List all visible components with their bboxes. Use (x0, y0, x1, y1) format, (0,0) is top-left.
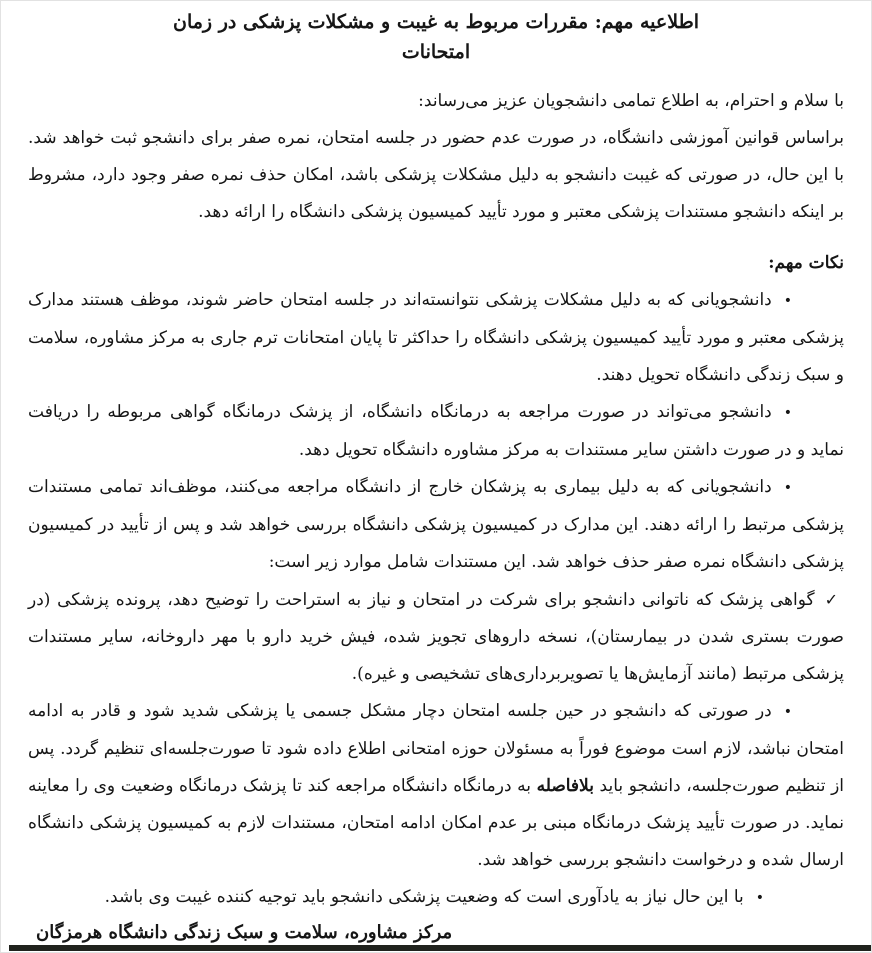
bullet-item-medical-docs-deadline (28, 282, 844, 394)
sub-bullet-text: با این حال نیاز به یادآوری است که وضعیت پزشکی دانشجو باید توجیه کننده غیبت وی باشد. (104, 887, 744, 907)
footer-center-name: مرکز مشاوره، سلامت و سبک زندگی دانشگاه هرمزگان (36, 922, 453, 943)
bottom-bar (9, 945, 871, 951)
bullet-text-bold-word: بلافاصله (536, 776, 594, 796)
bullet-icon: • (783, 293, 792, 309)
document-title (28, 7, 844, 67)
bullet-text: دانشجویانی که به دلیل مشکلات پزشکی نتوانسته‌اند در جلسه امتحان حاضر شوند، موظف هستند مدارک پزشکی معتبر و مورد تأیید کمیسیون پزشکی دانشگاه را حداکثر تا پایان امتحانات ترم جاری به مرکز مشاوره، سلامت و سبک زندگی دانشگاه تحویل دهند. (28, 290, 844, 385)
title-line-1: اطلاعیه مهم: مقررات مربوط به غیبت و مشکلات پزشکی در زمان (173, 11, 699, 33)
title-line-2: امتحانات (401, 41, 471, 63)
bullet-text: دانشجو می‌تواند در صورت مراجعه به درمانگاه دانشگاه، از پزشک درمانگاه گواهی مربوطه را دریافت نماید و در صورت داشتن سایر مستندات به مرکز مشاوره دانشگاه تحویل دهد. (28, 402, 844, 460)
bullet-icon: • (783, 480, 792, 496)
document-content (1, 1, 871, 917)
check-item-required-documents (28, 581, 844, 693)
bullet-icon: • (755, 890, 764, 906)
bullet-icon: • (783, 704, 792, 720)
bullet-item-during-exam-emergency (28, 693, 844, 879)
intro-paragraph: براساس قوانین آموزشی دانشگاه، در صورت عدم حضور در جلسه امتحان، نمره صفر برای دانشجو ثبت خواهد شد. با این حال، در صورتی که غیبت دانشجو به دلیل مشکلات پزشکی باشد، امکان حذف نمره صفر وجود دارد، مشروط بر اینکه دانشجو مستندات پزشکی معتبر و مورد تأیید کمیسیون پزشکی دانشگاه را ارائه دهد. (28, 128, 844, 222)
sub-bullet-item-justification-note (28, 879, 844, 917)
check-item-text: گواهی پزشک که ناتوانی دانشجو برای شرکت در امتحان و نیاز به استراحت را توضیح دهد، پرونده پزشکی (در صورت بستری شدن در بیمارستان)، نسخه داروهای تجویز شده، فیش خرید دارو با مهر داروخانه، سایر مستندات پزشکی مرتبط (مانند آزمایش‌ها یا تصویربرداری‌های تشخیصی و غیره). (28, 590, 844, 684)
bullet-text-before: در صورتی که دانشجو در حین جلسه امتحان دچار مشکل جسمی یا پزشکی شدید شود و قادر به ادامه امتحان نباشد، لازم است موضوع فوراً به مسئولان حوزه امتحانی اطلاع داده شود تا صورت‌جلسه‌ای تنظیم گردد. پس از تنظیم صورت‌جلسه، دانشجو باید (28, 701, 844, 796)
notes-heading: نکات مهم: (768, 253, 844, 273)
bullet-item-clinic-certificate (28, 394, 844, 469)
bullet-item-external-physicians (28, 469, 844, 581)
bullet-text-after: به درمانگاه دانشگاه مراجعه کند تا پزشک درمانگاه وضعیت وی را معاینه نماید. در صورت تأیید پزشک درمانگاه مبنی بر عدم امکان ادامه امتحان، مستندات لازم به کمیسیون پزشکی دانشگاه ارسال شده و درخواست دانشجو بررسی خواهد شد. (28, 776, 844, 870)
checkmark-icon: ✓ (824, 590, 838, 609)
intro-salutation: با سلام و احترام، به اطلاع تمامی دانشجویان عزیز می‌رساند: (418, 91, 844, 111)
bullet-icon: • (783, 405, 792, 421)
bullet-text: دانشجویانی که به دلیل بیماری به پزشکان خارج از دانشگاه مراجعه می‌کنند، موظف‌اند تمامی مستندات پزشکی مرتبط را ارائه دهند. این مدارک در کمیسیون پزشکی دانشگاه بررسی خواهد شد و پس از تأیید در کمیسیون پزشکی دانشگاه نمره صفر حذف خواهد شد. این مستندات شامل موارد زیر است: (28, 477, 844, 572)
